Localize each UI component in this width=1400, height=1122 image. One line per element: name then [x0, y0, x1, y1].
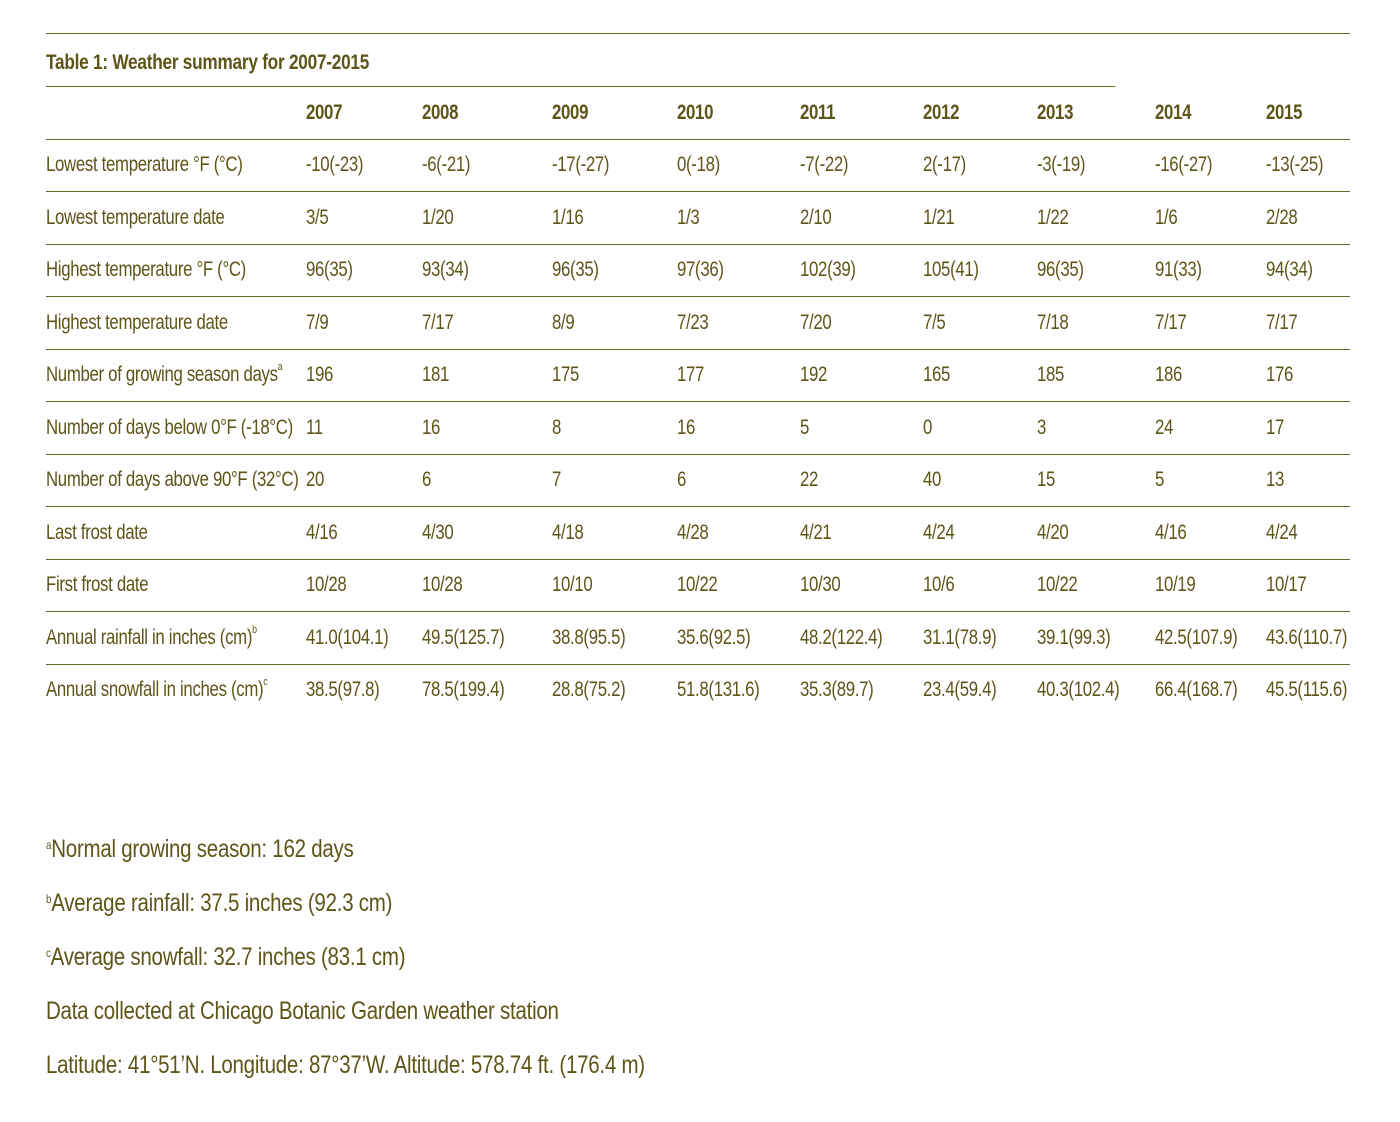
row-label-text: Lowest temperature date: [46, 205, 225, 229]
table-cell: [552, 612, 677, 665]
cell-value: 22: [800, 468, 819, 492]
table-cell: [923, 349, 1037, 402]
table-row: [46, 559, 1350, 612]
cell-value: 4/16: [306, 520, 338, 544]
cell-value: 186: [1155, 363, 1183, 387]
cell-value: 7/9: [306, 310, 329, 334]
cell-value: -13(-25): [1266, 153, 1324, 177]
table-cell: [1155, 349, 1266, 402]
cell-value: 7/18: [1037, 310, 1069, 334]
year-header-label: 2013: [1037, 100, 1074, 124]
footnote-text: Latitude: 41°51’N. Longitude: 87°37’W. Altitude: 578.74 ft. (176.4 m): [46, 1051, 645, 1079]
header-label-cell: [46, 87, 306, 139]
table-cell: [422, 139, 552, 192]
table-cell: [923, 664, 1037, 716]
table-row: [46, 349, 1350, 402]
cell-value: 78.5(199.4): [422, 678, 505, 702]
table-cell: [677, 349, 800, 402]
cell-value: 165: [923, 363, 951, 387]
table-cell: [800, 192, 923, 245]
table-cell: [923, 192, 1037, 245]
table-row: [46, 297, 1350, 350]
table-cell: [552, 192, 677, 245]
cell-value: 39.1(99.3): [1037, 625, 1111, 649]
cell-value: 7/17: [1266, 310, 1298, 334]
row-label-text: Number of days above 90°F (32°C): [46, 468, 299, 492]
table-cell: [1266, 192, 1350, 245]
row-label: [46, 521, 148, 545]
cell-value: 177: [677, 363, 705, 387]
table-cell: [1266, 349, 1350, 402]
cell-value: 16: [422, 415, 441, 439]
cell-value: 51.8(131.6): [677, 678, 760, 702]
cell-value: 176: [1266, 363, 1294, 387]
table-cell: [1037, 454, 1155, 507]
cell-value: -6(-21): [422, 153, 471, 177]
cell-value: 4/24: [923, 520, 955, 544]
cell-value: 1/20: [422, 205, 454, 229]
cell-value: 185: [1037, 363, 1065, 387]
cell-value: -17(-27): [552, 153, 610, 177]
table-cell: [800, 559, 923, 612]
cell-value: 96(35): [1037, 258, 1084, 282]
year-header-2011: [800, 87, 923, 139]
cell-value: 94(34): [1266, 258, 1313, 282]
table-cell: [1037, 612, 1155, 665]
cell-value: 7/5: [923, 310, 946, 334]
table-cell: [306, 192, 422, 245]
cell-value: 7: [552, 468, 562, 492]
table-cell: [306, 349, 422, 402]
table-cell: [552, 297, 677, 350]
table-row: [46, 612, 1350, 665]
year-header-2009: [552, 87, 677, 139]
table-cell: [552, 664, 677, 716]
row-label-cell: [46, 559, 306, 612]
table-cell: [1037, 192, 1155, 245]
table-cell: [1266, 139, 1350, 192]
row-label: [46, 573, 148, 597]
table-cell: [422, 664, 552, 716]
footnote-line: [46, 1038, 866, 1092]
cell-value: 91(33): [1155, 258, 1202, 282]
cell-value: 17: [1266, 415, 1285, 439]
table-cell: [1266, 507, 1350, 560]
table-cell: [422, 559, 552, 612]
table-cell: [306, 664, 422, 716]
cell-value: 5: [1155, 468, 1165, 492]
table-cell: [923, 139, 1037, 192]
table-cell: [800, 349, 923, 402]
table-cell: [306, 559, 422, 612]
row-label: [46, 678, 267, 702]
cell-value: 10/19: [1155, 573, 1196, 597]
cell-value: 4/28: [677, 520, 709, 544]
table-cell: [677, 454, 800, 507]
table-cell: [306, 297, 422, 350]
cell-value: 40.3(102.4): [1037, 678, 1120, 702]
table-cell: [306, 402, 422, 455]
cell-value: 0: [923, 415, 933, 439]
table-cell: [677, 664, 800, 716]
cell-value: 0(-18): [677, 153, 720, 177]
cell-value: 4/18: [552, 520, 584, 544]
table-cell: [1155, 192, 1266, 245]
table-cell: [1155, 139, 1266, 192]
cell-value: 175: [552, 363, 580, 387]
row-label: [46, 206, 224, 230]
cell-value: 5: [800, 415, 810, 439]
cell-value: 31.1(78.9): [923, 625, 997, 649]
table-cell: [923, 454, 1037, 507]
cell-value: 7/17: [1155, 310, 1187, 334]
row-label-text: Lowest temperature °F (°C): [46, 153, 243, 177]
cell-value: 2/28: [1266, 205, 1298, 229]
cell-value: 1/21: [923, 205, 955, 229]
cell-value: 49.5(125.7): [422, 625, 505, 649]
row-label-cell: [46, 454, 306, 507]
cell-value: 24: [1155, 415, 1174, 439]
row-label-cell: [46, 664, 306, 716]
table-row: [46, 402, 1350, 455]
cell-value: 13: [1266, 468, 1285, 492]
table-cell: [923, 297, 1037, 350]
table-row: [46, 139, 1350, 192]
cell-value: 8/9: [552, 310, 575, 334]
cell-value: 2(-17): [923, 153, 966, 177]
year-header-label: 2007: [306, 100, 343, 124]
cell-value: 10/28: [306, 573, 347, 597]
row-label-cell: [46, 192, 306, 245]
cell-value: 2/10: [800, 205, 832, 229]
cell-value: 97(36): [677, 258, 724, 282]
footnotes: [46, 822, 1046, 1092]
table-cell: [677, 612, 800, 665]
row-label: [46, 311, 228, 335]
footnote-text: Average snowfall: 32.7 inches (83.1 cm): [50, 943, 406, 971]
table-cell: [1155, 244, 1266, 297]
footnote-marker: a: [46, 838, 52, 852]
row-label-cell: [46, 244, 306, 297]
cell-value: 96(35): [306, 258, 353, 282]
cell-value: 6: [677, 468, 687, 492]
table-cell: [677, 244, 800, 297]
table-cell: [1155, 402, 1266, 455]
row-label-text: Annual rainfall in inches (cm): [46, 625, 253, 649]
table-cell: [306, 454, 422, 507]
cell-value: 43.6(110.7): [1266, 625, 1348, 649]
footnote-line: [46, 876, 866, 930]
year-header-label: 2015: [1266, 100, 1303, 124]
footnote-line: [46, 930, 866, 984]
table-row: [46, 192, 1350, 245]
year-header-2008: [422, 87, 552, 139]
footnote-marker: c: [46, 946, 51, 960]
table-cell: [1037, 297, 1155, 350]
table-cell: [422, 192, 552, 245]
table-cell: [1155, 454, 1266, 507]
table-cell: [800, 612, 923, 665]
table-cell: [422, 454, 552, 507]
table-cell: [800, 297, 923, 350]
cell-value: 196: [306, 363, 334, 387]
row-label: [46, 363, 282, 387]
weather-summary-table: [46, 87, 1350, 716]
table-cell: [677, 139, 800, 192]
cell-value: 15: [1037, 468, 1056, 492]
table-cell: [1155, 664, 1266, 716]
table-cell: [1266, 297, 1350, 350]
cell-value: 7/20: [800, 310, 832, 334]
cell-value: 192: [800, 363, 828, 387]
table-cell: [422, 297, 552, 350]
table-cell: [800, 454, 923, 507]
table-cell: [800, 402, 923, 455]
cell-value: 181: [422, 363, 450, 387]
cell-value: -16(-27): [1155, 153, 1213, 177]
cell-value: 102(39): [800, 258, 856, 282]
cell-value: 42.5(107.9): [1155, 625, 1238, 649]
footnote-marker: b: [46, 892, 52, 906]
table-cell: [1037, 402, 1155, 455]
table-row: [46, 244, 1350, 297]
table-cell: [923, 402, 1037, 455]
row-label-cell: [46, 507, 306, 560]
year-header-2012: [923, 87, 1037, 139]
table-cell: [1155, 297, 1266, 350]
table-cell: [1266, 244, 1350, 297]
table-cell: [1266, 402, 1350, 455]
cell-value: 1/3: [677, 205, 700, 229]
table-cell: [306, 612, 422, 665]
footnote-marker: a: [277, 361, 283, 374]
table-cell: [552, 559, 677, 612]
table-cell: [1155, 559, 1266, 612]
cell-value: 1/22: [1037, 205, 1069, 229]
table-cell: [800, 664, 923, 716]
cell-value: 7/17: [422, 310, 454, 334]
cell-value: 20: [306, 468, 325, 492]
table-cell: [306, 139, 422, 192]
table-cell: [422, 349, 552, 402]
footnote-text: Normal growing season: 162 days: [51, 835, 354, 863]
cell-value: 8: [552, 415, 562, 439]
table-cell: [1155, 612, 1266, 665]
row-label-text: Number of days below 0°F (-18°C): [46, 415, 293, 439]
year-header-label: 2014: [1155, 100, 1192, 124]
footnote-line: [46, 822, 866, 876]
row-label-cell: [46, 612, 306, 665]
row-label: [46, 623, 257, 650]
table-caption: Table 1: Weather summary for 2007-2015: [46, 34, 1115, 87]
table-cell: [1037, 349, 1155, 402]
table-cell: [552, 349, 677, 402]
table-cell: [422, 612, 552, 665]
cell-value: 4/20: [1037, 520, 1069, 544]
row-label-cell: [46, 297, 306, 350]
table-cell: [552, 454, 677, 507]
cell-value: 6: [422, 468, 432, 492]
cell-value: 41.0(104.1): [306, 625, 389, 649]
cell-value: 38.5(97.8): [306, 678, 380, 702]
table-cell: [422, 507, 552, 560]
cell-value: 4/30: [422, 520, 454, 544]
cell-value: 10/30: [800, 573, 841, 597]
year-header-2014: [1155, 87, 1266, 139]
cell-value: 4/21: [800, 520, 832, 544]
footnote-marker: b: [252, 623, 257, 636]
year-header-2010: [677, 87, 800, 139]
footnote-marker: c: [263, 676, 268, 689]
cell-value: 7/23: [677, 310, 709, 334]
table-cell: [552, 244, 677, 297]
table-cell: [552, 139, 677, 192]
row-label-cell: [46, 402, 306, 455]
row-label: [46, 468, 299, 492]
table-cell: [1155, 507, 1266, 560]
footnote-text: Average rainfall: 37.5 inches (92.3 cm): [51, 889, 393, 917]
table-body: [46, 139, 1350, 716]
table-row: [46, 454, 1350, 507]
cell-value: 4/16: [1155, 520, 1187, 544]
table-cell: [1037, 664, 1155, 716]
row-label-text: Highest temperature date: [46, 310, 228, 334]
cell-value: 4/24: [1266, 520, 1298, 544]
cell-value: 10/17: [1266, 573, 1307, 597]
table-cell: [1266, 664, 1350, 716]
cell-value: 1/6: [1155, 205, 1178, 229]
year-header-label: 2012: [923, 100, 960, 124]
year-header-2007: [306, 87, 422, 139]
table-cell: [923, 559, 1037, 612]
table-cell: [800, 244, 923, 297]
table-cell: [422, 244, 552, 297]
year-header-label: 2009: [552, 100, 589, 124]
row-label-cell: [46, 139, 306, 192]
cell-value: 10/28: [422, 573, 463, 597]
cell-value: 23.4(59.4): [923, 678, 997, 702]
cell-value: 66.4(168.7): [1155, 678, 1238, 702]
year-header-2013: [1037, 87, 1155, 139]
cell-value: 3/5: [306, 205, 329, 229]
cell-value: 96(35): [552, 258, 599, 282]
cell-value: -3(-19): [1037, 153, 1086, 177]
cell-value: 10/22: [1037, 573, 1078, 597]
table-cell: [1037, 139, 1155, 192]
footnote-line: [46, 984, 866, 1038]
row-label: [46, 153, 243, 177]
table-cell: [923, 244, 1037, 297]
table-cell: [552, 402, 677, 455]
row-label-text: Last frost date: [46, 520, 148, 544]
row-label: [46, 258, 246, 282]
table-cell: [800, 507, 923, 560]
table-cell: [1037, 559, 1155, 612]
table-cell: [800, 139, 923, 192]
cell-value: 105(41): [923, 258, 979, 282]
year-header-label: 2010: [677, 100, 714, 124]
cell-value: -10(-23): [306, 153, 364, 177]
table-cell: [677, 559, 800, 612]
table-cell: [1037, 507, 1155, 560]
weather-summary-table-block: [46, 33, 1350, 716]
cell-value: -7(-22): [800, 153, 849, 177]
cell-value: 38.8(95.5): [552, 625, 626, 649]
table-cell: [923, 507, 1037, 560]
table-cell: [1037, 244, 1155, 297]
cell-value: 35.6(92.5): [677, 625, 751, 649]
cell-value: 16: [677, 415, 696, 439]
cell-value: 3: [1037, 415, 1047, 439]
cell-value: 10/10: [552, 573, 593, 597]
table-cell: [677, 297, 800, 350]
table-cell: [552, 507, 677, 560]
cell-value: 1/16: [552, 205, 584, 229]
table-row: [46, 664, 1350, 716]
table-cell: [306, 507, 422, 560]
row-label-text: Annual snowfall in inches (cm): [46, 678, 264, 702]
cell-value: 48.2(122.4): [800, 625, 883, 649]
table-cell: [306, 244, 422, 297]
footnote-text: Data collected at Chicago Botanic Garden weather station: [46, 997, 559, 1025]
cell-value: 28.8(75.2): [552, 678, 626, 702]
cell-value: 40: [923, 468, 942, 492]
row-label-text: Number of growing season days: [46, 363, 278, 387]
table-cell: [1266, 454, 1350, 507]
table-cell: [1266, 559, 1350, 612]
row-label-cell: [46, 349, 306, 402]
row-label: [46, 416, 293, 440]
row-label-text: First frost date: [46, 573, 149, 597]
table-cell: [677, 192, 800, 245]
year-header-label: 2011: [800, 100, 836, 124]
table-cell: [677, 402, 800, 455]
cell-value: 45.5(115.6): [1266, 678, 1348, 702]
table-cell: [422, 402, 552, 455]
table-cell: [923, 612, 1037, 665]
cell-value: 35.3(89.7): [800, 678, 874, 702]
table-cell: [1266, 612, 1350, 665]
row-label-text: Highest temperature °F (°C): [46, 258, 246, 282]
cell-value: 93(34): [422, 258, 469, 282]
table-cell: [677, 507, 800, 560]
table-header-row: [46, 87, 1350, 139]
cell-value: 11: [306, 415, 323, 439]
year-header-label: 2008: [422, 100, 459, 124]
cell-value: 10/6: [923, 573, 955, 597]
year-header-2015: [1266, 87, 1350, 139]
table-row: [46, 507, 1350, 560]
cell-value: 10/22: [677, 573, 718, 597]
